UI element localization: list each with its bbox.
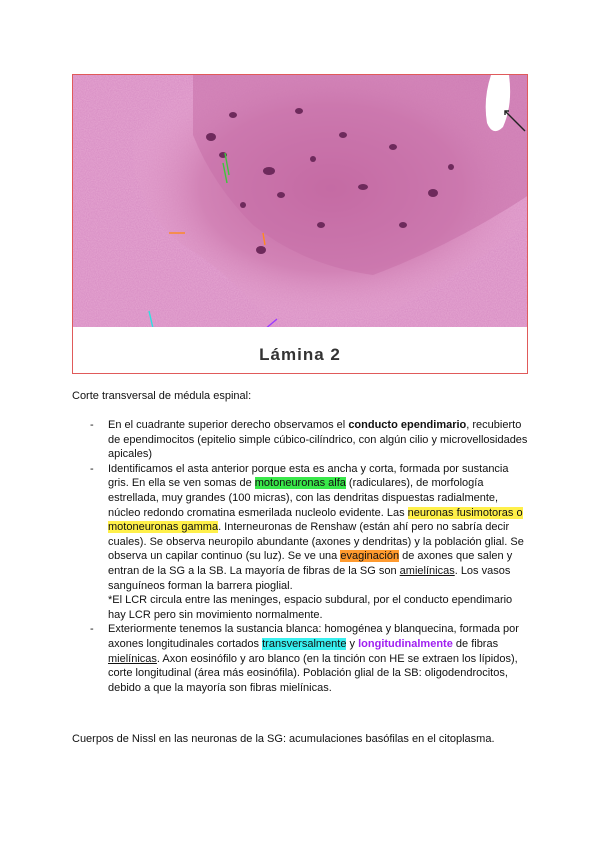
notes-list	[72, 418, 532, 695]
text-span: En el cuadrante superior derecho observamos el	[108, 419, 349, 431]
text-span: . Axon eosinófilo y aro blanco (en la tinción con HE se extraen los lípidos), corte longitudinal (área más eosinófila). Población glial de la SB: oligodendrocitos, debido a que la mayoría son fibras mielínicas.	[108, 652, 518, 694]
list-item	[72, 622, 532, 695]
highlight-neuronas-fusimotoras: neuronas fusimotoras o motoneuronas gamma	[108, 506, 523, 534]
text-span: Exteriormente tenemos la sustancia blanca: homogénea y blanquecina, formada por axones longitudinales cortados	[108, 623, 519, 650]
highlight-motoneuronas-alfa: motoneuronas alfa	[254, 477, 346, 490]
list-item	[72, 418, 532, 462]
intro-heading: Corte transversal de médula espinal:	[72, 390, 252, 402]
text-span: y	[346, 637, 359, 650]
colored-longitudinalmente: longitudinalmente	[358, 637, 453, 650]
lcr-note: *El LCR circula entre las meninges, espacio subdural, por el conducto ependimario hay LCR pero sin movimiento normalmente.	[108, 594, 513, 621]
highlight-transversalmente: transversalmente	[262, 637, 347, 650]
bullet-dash: -	[90, 623, 94, 636]
underlined-mielinicas: mielínicas	[108, 652, 157, 665]
list-item	[72, 462, 532, 623]
text-span: . Interneuronas de Renshaw (están ahí pero no sabría decir cuales). Se observa neuropilo abundante (axones y dendritas) y la población glial. Se observa un capilar continuo (su luz). Se ve una	[108, 521, 524, 563]
text-span: Identificamos el asta anterior porque esta es ancha y corta, formada por sustancia gris. En ella se ven somas de	[108, 462, 509, 490]
figure-caption: Lámina 2	[259, 345, 341, 364]
histology-figure	[72, 74, 528, 374]
text-span: , recubierto de ependimocitos (epitelio simple cúbico-cilíndrico, con algún cilio y microvellosidades apicales)	[108, 419, 528, 461]
text-span: de fibras	[452, 637, 499, 650]
underlined-amielinicas: amielínicas	[399, 564, 455, 577]
text-span: (radiculares), de morfología estrellada, muy grandes (100 micras), con las dendritas dispuestas radialmente, núcleo redondo cromatina esmerilada nucleolo evidente. Las	[108, 477, 499, 519]
histology-image	[73, 75, 528, 374]
text-span: . Los vasos sanguíneos forman la barrera pioglial.	[108, 564, 511, 592]
bold-term-conducto-ependimario: conducto ependimario	[348, 419, 467, 431]
highlight-evaginacion: evaginación	[340, 550, 400, 563]
bullet-dash: -	[90, 462, 94, 475]
text-span: de axones que salen y entran de la SG a la SB. La mayoría de fibras de la SG son	[108, 550, 513, 577]
bullet-dash: -	[90, 419, 94, 431]
nissl-note: Cuerpos de Nissl en las neuronas de la SG: acumulaciones basófilas en el citoplasma.	[72, 733, 495, 745]
